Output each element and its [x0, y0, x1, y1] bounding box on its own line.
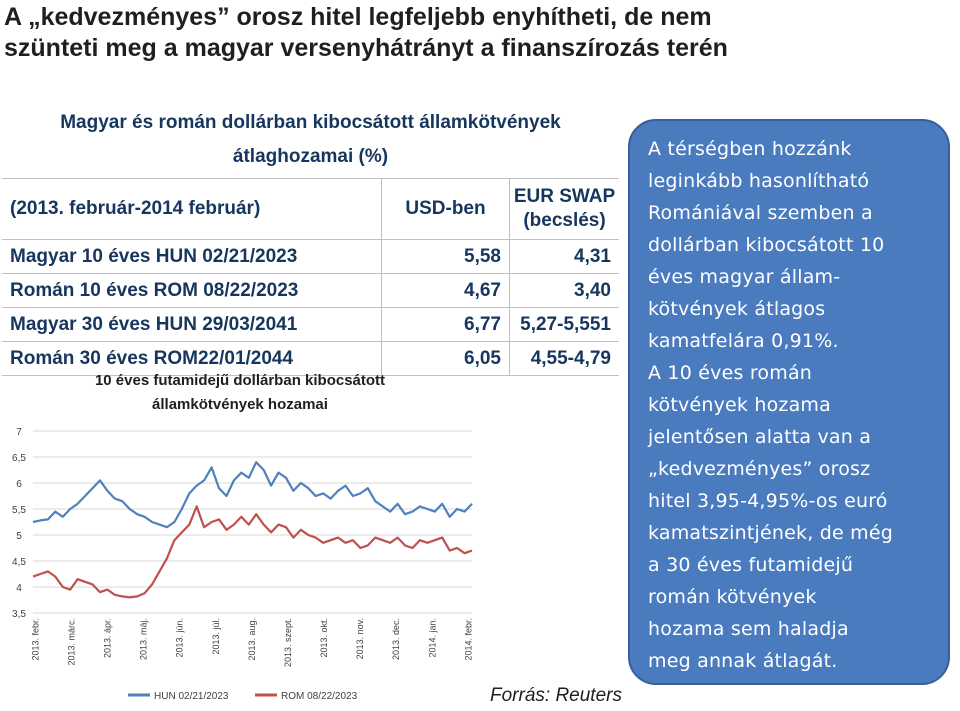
row-usd: 5,58 — [382, 240, 510, 274]
callout-line: kötvények hozama — [648, 394, 831, 416]
x-tick-label: 2013. nov. — [355, 618, 366, 660]
callout-line: A térségben hozzánk — [648, 138, 852, 160]
series-line-hun — [33, 462, 472, 527]
callout-line: hozama sem haladja — [648, 618, 849, 640]
row-usd: 6,05 — [382, 342, 510, 376]
y-tick-label: 5 — [16, 531, 22, 542]
row-eur: 3,40 — [510, 274, 620, 308]
row-eur: 4,55-4,79 — [510, 342, 620, 376]
chart-x-axis — [30, 618, 473, 667]
row-eur: 4,31 — [510, 240, 620, 274]
legend-hun-label: HUN 02/21/2023 — [154, 691, 229, 702]
chart-title-line2: államkötvények hozamai — [152, 396, 328, 413]
x-tick-label: 2013. febr. — [30, 618, 41, 661]
table-usd-header: USD-ben — [382, 179, 510, 240]
row-label: Magyar 10 éves HUN 02/21/2023 — [2, 240, 382, 274]
chart-title-line1: 10 éves futamidejű dollárban kibocsátott — [94, 372, 386, 389]
chart-legend — [128, 691, 358, 702]
x-tick-label: 2013. szept. — [282, 618, 293, 668]
chart-y-axis — [12, 427, 26, 620]
x-tick-label: 2013. jún. — [174, 618, 185, 658]
y-tick-label: 4,5 — [12, 557, 26, 568]
slide-title-line2: szünteti meg a magyar versenyhátrányt a finanszírozás terén — [4, 34, 728, 62]
callout-line: A 10 éves román — [648, 362, 813, 384]
callout-line: jelentősen alatta van a — [648, 426, 872, 448]
row-label: Román 30 éves ROM22/01/2044 — [2, 342, 382, 376]
y-tick-label: 6,5 — [12, 453, 26, 464]
slide-title — [4, 2, 904, 64]
callout-line: Romániával szemben a — [648, 202, 873, 224]
x-tick-label: 2013. máj. — [138, 618, 149, 661]
x-tick-label: 2013. dec. — [391, 618, 402, 661]
callout-line: „kedvezményes” orosz — [648, 458, 871, 480]
callout-text — [648, 133, 946, 677]
row-usd: 6,77 — [382, 308, 510, 342]
y-tick-label: 3,5 — [12, 609, 26, 620]
x-tick-label: 2013. okt. — [319, 618, 330, 658]
chart-series — [33, 462, 472, 597]
x-tick-label: 2013. ápr. — [102, 618, 113, 659]
table-row — [2, 308, 619, 342]
series-line-rom — [33, 506, 472, 597]
chart-gridlines — [33, 431, 472, 613]
y-tick-label: 5,5 — [12, 505, 26, 516]
callout-line: hitel 3,95-4,95%-os euró — [648, 490, 888, 512]
row-usd: 4,67 — [382, 274, 510, 308]
row-label: Magyar 30 éves HUN 29/03/2041 — [2, 308, 382, 342]
row-eur: 5,27-5,551 — [510, 308, 620, 342]
row-label: Román 10 éves ROM 08/22/2023 — [2, 274, 382, 308]
table-eur-header — [510, 179, 620, 240]
x-tick-label: 2013. márc. — [66, 618, 77, 666]
callout-line: kamatfelára 0,91%. — [648, 330, 839, 352]
source-note: Forrás: Reuters — [490, 685, 622, 706]
slide-title-line1: A „kedvezményes” orosz hitel legfeljebb enyhítheti, de nem — [4, 3, 712, 31]
table-period-header: (2013. február-2014 február) — [2, 179, 382, 240]
callout-line: kamatszintjének, de még — [648, 522, 893, 544]
callout-line: éves magyar állam- — [648, 266, 841, 288]
y-tick-label: 6 — [16, 479, 22, 490]
yield-table-panel — [2, 102, 619, 369]
table-title-line2: átlaghozamai (%) — [232, 146, 389, 167]
callout-line: dollárban kibocsátott 10 — [648, 234, 885, 256]
callout-line: kötvények átlagos — [648, 298, 826, 320]
yield-line-chart — [0, 356, 485, 711]
callout-line: meg annak átlagát. — [648, 650, 838, 672]
table-eur-header-line2: (becslés) — [523, 210, 606, 231]
x-tick-label: 2014. febr. — [463, 618, 474, 661]
y-tick-label: 4 — [16, 583, 22, 594]
table-row — [2, 274, 619, 308]
x-tick-label: 2013. aug. — [246, 618, 257, 661]
table-eur-header-line1: EUR SWAP — [513, 186, 616, 207]
callout-line: leginkább hasonlítható — [648, 170, 870, 192]
callout-line: román kötvények — [648, 586, 817, 608]
table-title — [2, 102, 619, 179]
table-row — [2, 240, 619, 274]
x-tick-label: 2013. júl. — [210, 618, 221, 655]
callout-line: a 30 éves futamidejű — [648, 554, 854, 576]
table-title-line1: Magyar és román dollárban kibocsátott államkötvények — [60, 112, 561, 133]
y-tick-label: 7 — [16, 427, 22, 438]
x-tick-label: 2014. jan. — [427, 618, 438, 658]
legend-rom-label: ROM 08/22/2023 — [281, 691, 358, 702]
yield-table — [2, 102, 619, 376]
